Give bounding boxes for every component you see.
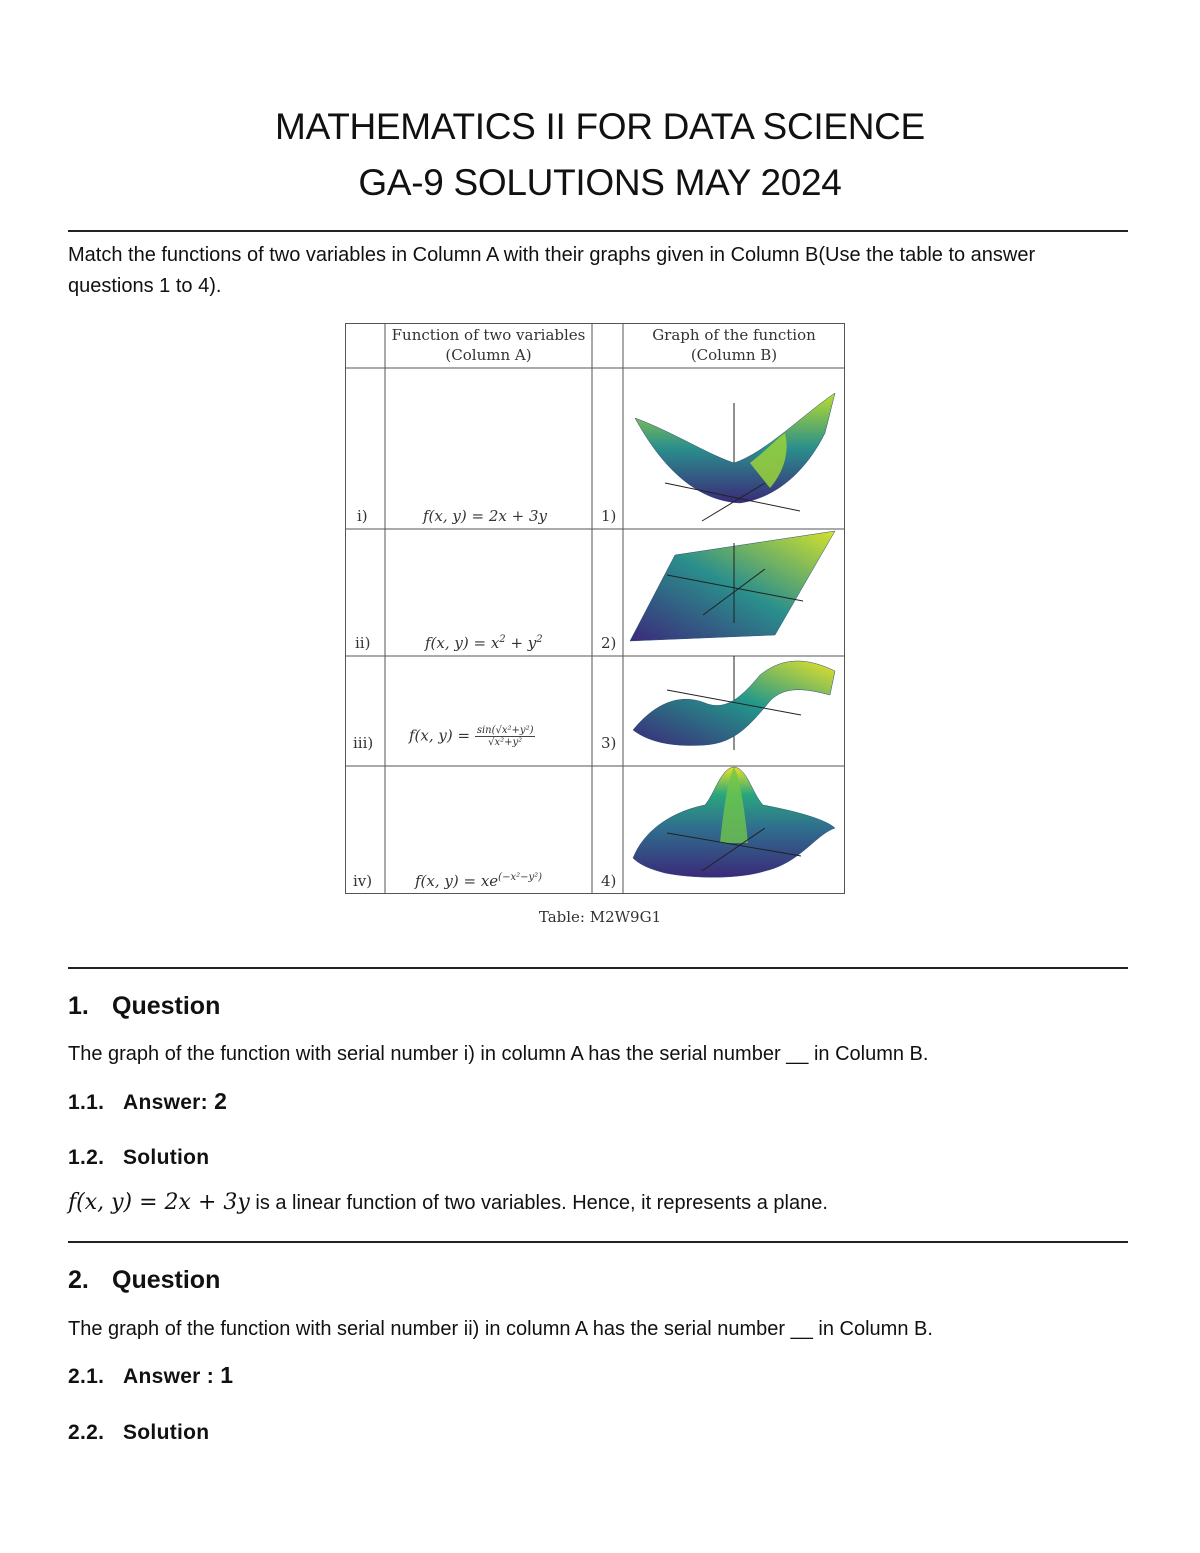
question-2-heading	[68, 1266, 220, 1295]
serial-a: ii)	[355, 634, 371, 652]
divider	[68, 1241, 1128, 1243]
column-b-header	[623, 325, 845, 365]
column-a-header-line1: Function of two variables	[391, 326, 586, 344]
document-title: MATHEMATICS II FOR DATA SCIENCE	[275, 106, 925, 147]
solution-label: Solution	[123, 1146, 210, 1169]
answer-label: Answer :	[123, 1365, 215, 1388]
matching-table	[345, 323, 845, 894]
formula-sinc: f(x, y) = $\frac{\text{sin(√x²+y²)}}{\text{√x²+y²}}$	[409, 725, 534, 748]
graph-sinc	[633, 767, 835, 877]
question-number: 2.	[68, 1266, 89, 1294]
formula-gaussian: f(x, $y) = xe^{(-x^2-y^2)}$	[415, 872, 543, 890]
formula-paraboloid: f(x, $y) = x^2 + y^2$	[425, 634, 543, 652]
answer-value: 1	[220, 1362, 234, 1388]
answer-number: 1.1.	[68, 1091, 105, 1114]
serial-a: i)	[357, 507, 368, 525]
answer-value: 2	[214, 1088, 228, 1114]
column-b-header-line2: (Column B)	[690, 346, 778, 364]
divider	[68, 967, 1128, 969]
solution-1-text	[68, 1190, 828, 1215]
question-1-text: The graph of the function with serial number i) in column A has the serial number __ in Column B.	[68, 1043, 929, 1065]
question-1-heading	[68, 992, 220, 1021]
column-b-header-line1: Graph of the function	[652, 326, 816, 344]
serial-a: iii)	[353, 734, 374, 752]
graph-saddle	[633, 656, 835, 750]
table-grid	[345, 323, 845, 894]
graph-plane	[630, 531, 835, 641]
serial-b: 3)	[601, 734, 617, 752]
serial-b: 2)	[601, 634, 617, 652]
answer-number: 2.1.	[68, 1365, 105, 1388]
serial-b: 1)	[601, 507, 617, 525]
serial-a: iv)	[353, 872, 373, 890]
intro-text: Match the functions of two variables in Column A with their graphs given in Column B(Use the table to answer questions 1 to 4).	[68, 244, 1036, 297]
serial-b: 4)	[601, 872, 617, 890]
solution-number: 2.2.	[68, 1421, 105, 1444]
solution-math: f(x, y) = 2x + 3y	[68, 1190, 250, 1215]
column-a-header	[385, 325, 592, 365]
solution-label: Solution	[123, 1421, 210, 1444]
solution-1-heading	[68, 1146, 209, 1170]
answer-2-heading	[68, 1362, 233, 1389]
question-number: 1.	[68, 992, 89, 1020]
column-a-header-line2: (Column A)	[445, 346, 532, 364]
answer-1-heading	[68, 1088, 227, 1115]
divider	[68, 230, 1128, 232]
table-caption: Table: M2W9G1	[538, 908, 662, 926]
document-subtitle: GA-9 SOLUTIONS MAY 2024	[358, 162, 842, 203]
solution-explanation: is a linear function of two variables. Hence, it represents a plane.	[249, 1192, 828, 1214]
question-label: Question	[112, 1266, 221, 1294]
question-label: Question	[112, 992, 221, 1020]
solution-number: 1.2.	[68, 1146, 105, 1169]
answer-label: Answer:	[123, 1091, 208, 1114]
formula-linear: f(x, y) = 2x + 3y	[423, 507, 547, 525]
solution-2-heading	[68, 1421, 209, 1445]
graph-paraboloid	[635, 393, 835, 521]
question-2-text: The graph of the function with serial number ii) in column A has the serial number __ in Column B.	[68, 1318, 933, 1340]
